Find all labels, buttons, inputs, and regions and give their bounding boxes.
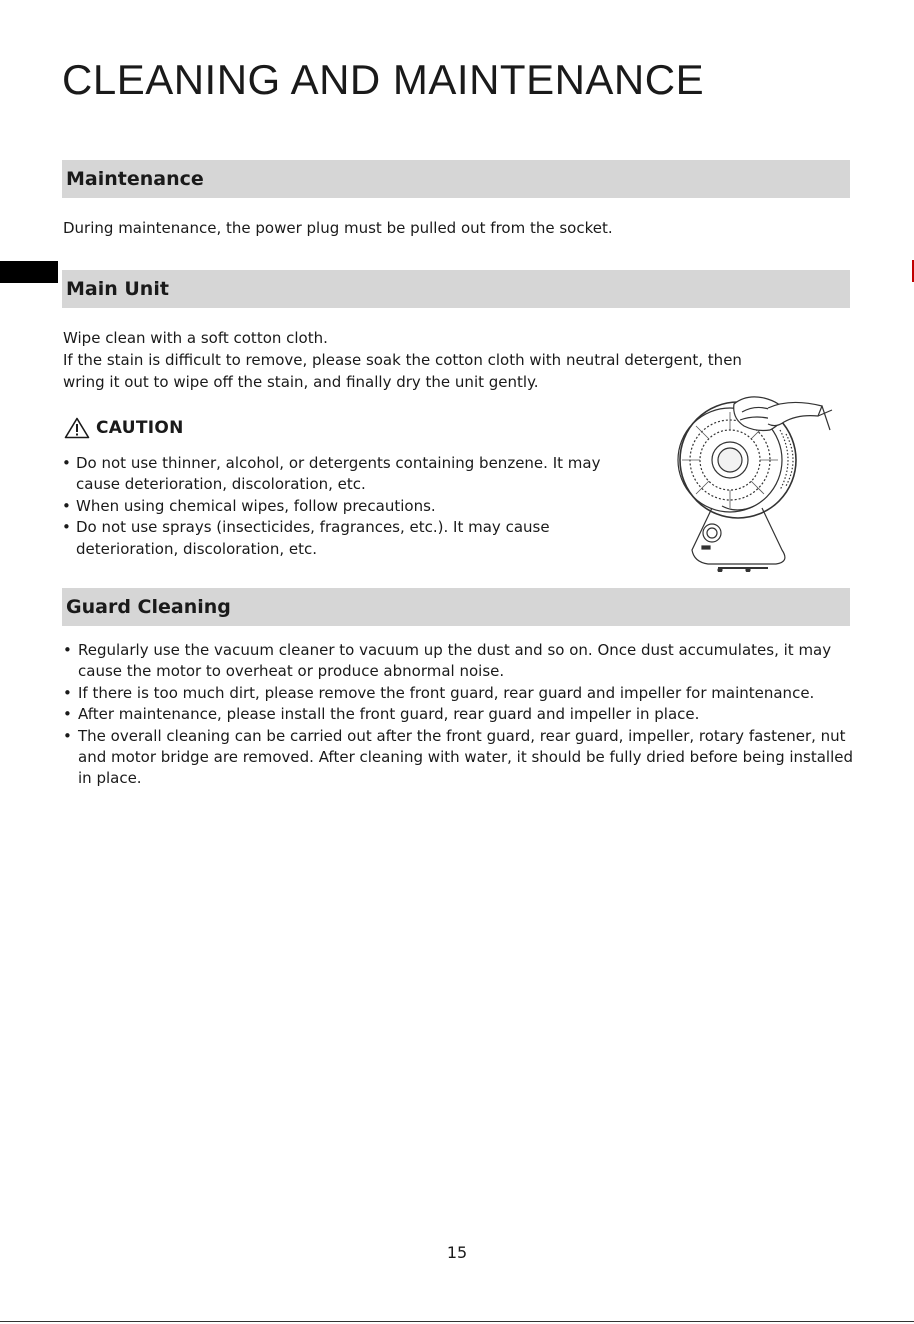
bullet-dot: •	[62, 518, 71, 537]
page-number: 15	[446, 1243, 468, 1262]
page-title: CLEANING AND MAINTENANCE	[62, 56, 705, 103]
guard-cleaning-heading: Guard Cleaning	[62, 588, 850, 626]
page-bottom-rule	[0, 1321, 914, 1322]
caution-list	[62, 453, 642, 560]
guard-cleaning-item	[63, 683, 863, 704]
guard-cleaning-item-text: After maintenance, please install the front guard, rear guard and impeller in place.	[78, 705, 700, 724]
bullet-dot: •	[63, 641, 72, 659]
guard-cleaning-item	[63, 726, 863, 790]
caution-label: CAUTION	[96, 418, 184, 438]
guard-cleaning-item-text: If there is too much dirt, please remove the front guard, rear guard and impeller for maintenance.	[78, 683, 815, 702]
guard-cleaning-item-text: Regularly use the vacuum cleaner to vacuum up the dust and so on. Once dust accumulates, it may cause the motor to overheat or produce abnormal noise.	[78, 641, 832, 681]
guard-cleaning-list	[63, 640, 863, 790]
warning-triangle-icon	[64, 417, 90, 439]
caution-item	[62, 453, 642, 496]
caution-item	[62, 517, 642, 560]
maintenance-heading: Maintenance	[62, 160, 850, 198]
bullet-dot: •	[63, 726, 72, 745]
bullet-dot: •	[63, 705, 72, 724]
caution-item-text: Do not use thinner, alcohol, or detergents containing benzene. It may cause deterioration, discoloration, etc.	[76, 454, 601, 494]
caution-item	[62, 496, 642, 517]
guard-cleaning-item	[63, 704, 863, 725]
caution-item-text: When using chemical wipes, follow precautions.	[76, 496, 436, 515]
bullet-dot: •	[62, 496, 71, 515]
main-unit-line-1: Wipe clean with a soft cotton cloth.	[63, 329, 328, 347]
fan-being-wiped-illustration	[672, 390, 838, 572]
guard-cleaning-item-text: The overall cleaning can be carried out after the front guard, rear guard, impeller, rotary fastener, nut and motor bridge are removed. After cleaning with water, it should be fully dried before being installed in place.	[78, 726, 854, 788]
main-unit-heading: Main Unit	[62, 270, 850, 308]
main-unit-line-2: If the stain is difficult to remove, please soak the cotton cloth with neutral detergent, then	[63, 351, 742, 369]
main-unit-line-3: wring it out to wipe off the stain, and finally dry the unit gently.	[63, 373, 539, 391]
caution-heading	[64, 416, 184, 440]
maintenance-text: During maintenance, the power plug must be pulled out from the socket.	[63, 219, 613, 237]
caution-item-text: Do not use sprays (insecticides, fragrances, etc.). It may cause deterioration, discoloration, etc.	[76, 518, 550, 558]
chapter-tab-marker	[0, 261, 58, 283]
guard-cleaning-item	[63, 640, 863, 683]
bullet-dot: •	[63, 683, 72, 702]
bullet-dot: •	[62, 454, 71, 472]
